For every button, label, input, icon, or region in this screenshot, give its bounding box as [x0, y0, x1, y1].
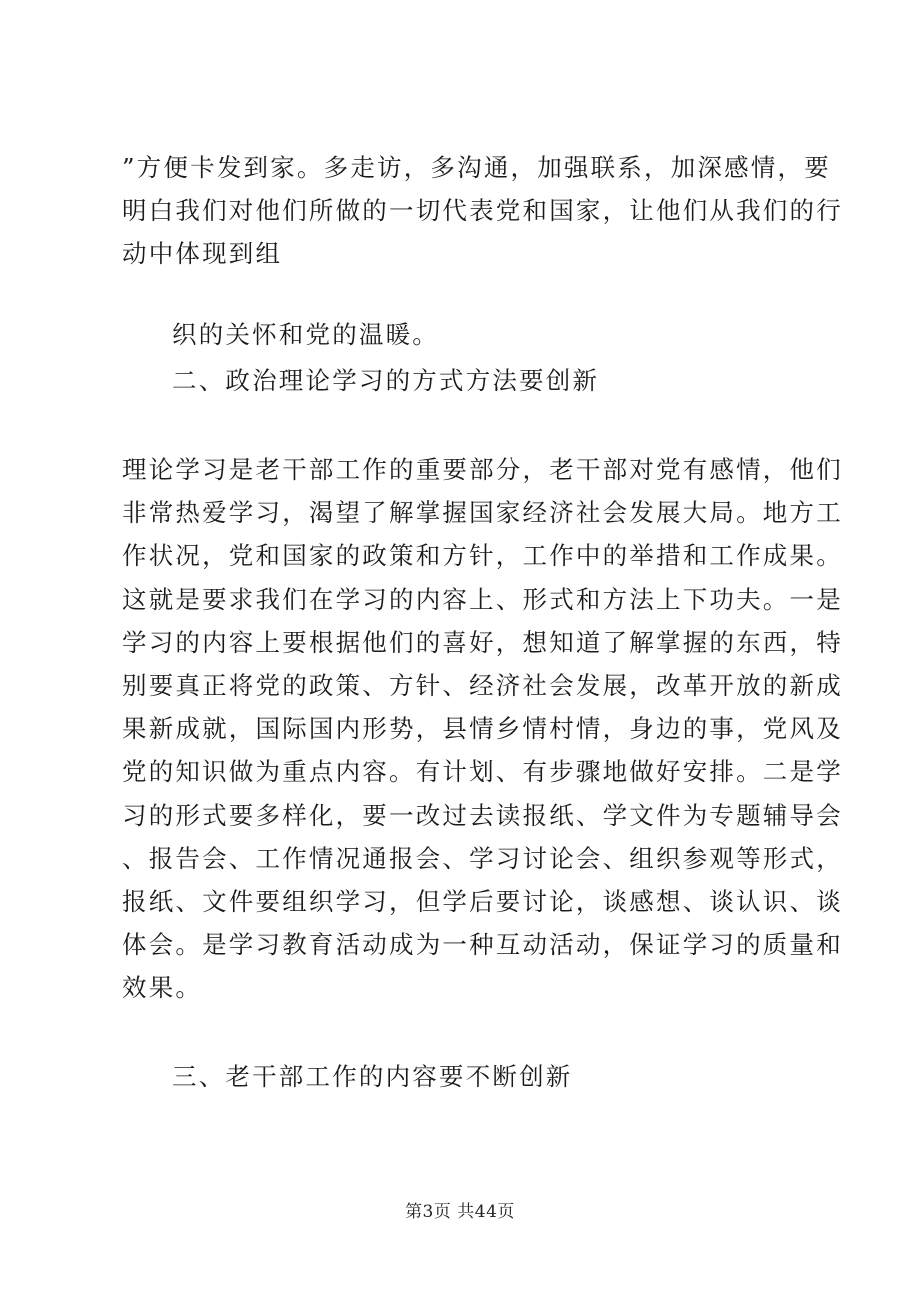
- paragraph-3-line-6: 别要真正将党的政策、方针、经济社会发展，改革开放的新成: [122, 671, 843, 701]
- paragraph-3-line-13: 效果。: [122, 973, 203, 1003]
- paragraph-1-line-3: 动中体现到组: [122, 239, 283, 269]
- paragraph-3-line-4: 这就是要求我们在学习的内容上、形式和方法上下功夫。一是: [122, 584, 843, 614]
- section-heading-3: 三、老干部工作的内容要不断创新: [172, 1062, 573, 1091]
- section-heading-2: 二、政治理论学习的方式方法要创新: [172, 366, 600, 395]
- paragraph-3-line-10: 、报告会、工作情况通报会、学习讨论会、组织参观等形式，: [122, 843, 843, 873]
- paragraph-3-line-9: 习的形式要多样化，要一改过去读报纸、学文件为专题辅导会: [122, 800, 843, 830]
- paragraph-3-line-8: 党的知识做为重点内容。有计划、有步骤地做好安排。二是学: [122, 757, 843, 787]
- paragraph-3-line-7: 果新成就，国际国内形势，县情乡情村情，身边的事，党风及: [122, 714, 843, 744]
- paragraph-3-line-12: 体会。是学习教育活动成为一种互动活动，保证学习的质量和: [122, 930, 843, 960]
- paragraph-2: 织的关怀和党的温暖。: [172, 320, 439, 349]
- paragraph-1-line-1: ”方便卡发到家。多走访，多沟通，加强联系，加深感情，要: [122, 153, 831, 182]
- paragraph-1: [122, 146, 843, 276]
- paragraph-3-line-1: 理论学习是老干部工作的重要部分，老干部对党有感情，他们: [122, 455, 843, 484]
- paragraph-3-line-5: 学习的内容上要根据他们的喜好，想知道了解掌握的东西，特: [122, 627, 843, 657]
- paragraph-3: [122, 448, 843, 1010]
- paragraph-3-line-2: 非常热爱学习，渴望了解掌握国家经济社会发展大局。地方工: [122, 498, 843, 528]
- paragraph-1-line-2: 明白我们对他们所做的一切代表党和国家，让他们从我们的行: [122, 196, 843, 226]
- paragraph-3-line-11: 报纸、文件要组织学习，但学后要讨论，谈感想、谈认识、谈: [122, 887, 843, 917]
- page-number-footer: 第3页 共44页: [405, 1202, 515, 1222]
- paragraph-3-line-3: 作状况，党和国家的政策和方针，工作中的举措和工作成果。: [122, 541, 843, 571]
